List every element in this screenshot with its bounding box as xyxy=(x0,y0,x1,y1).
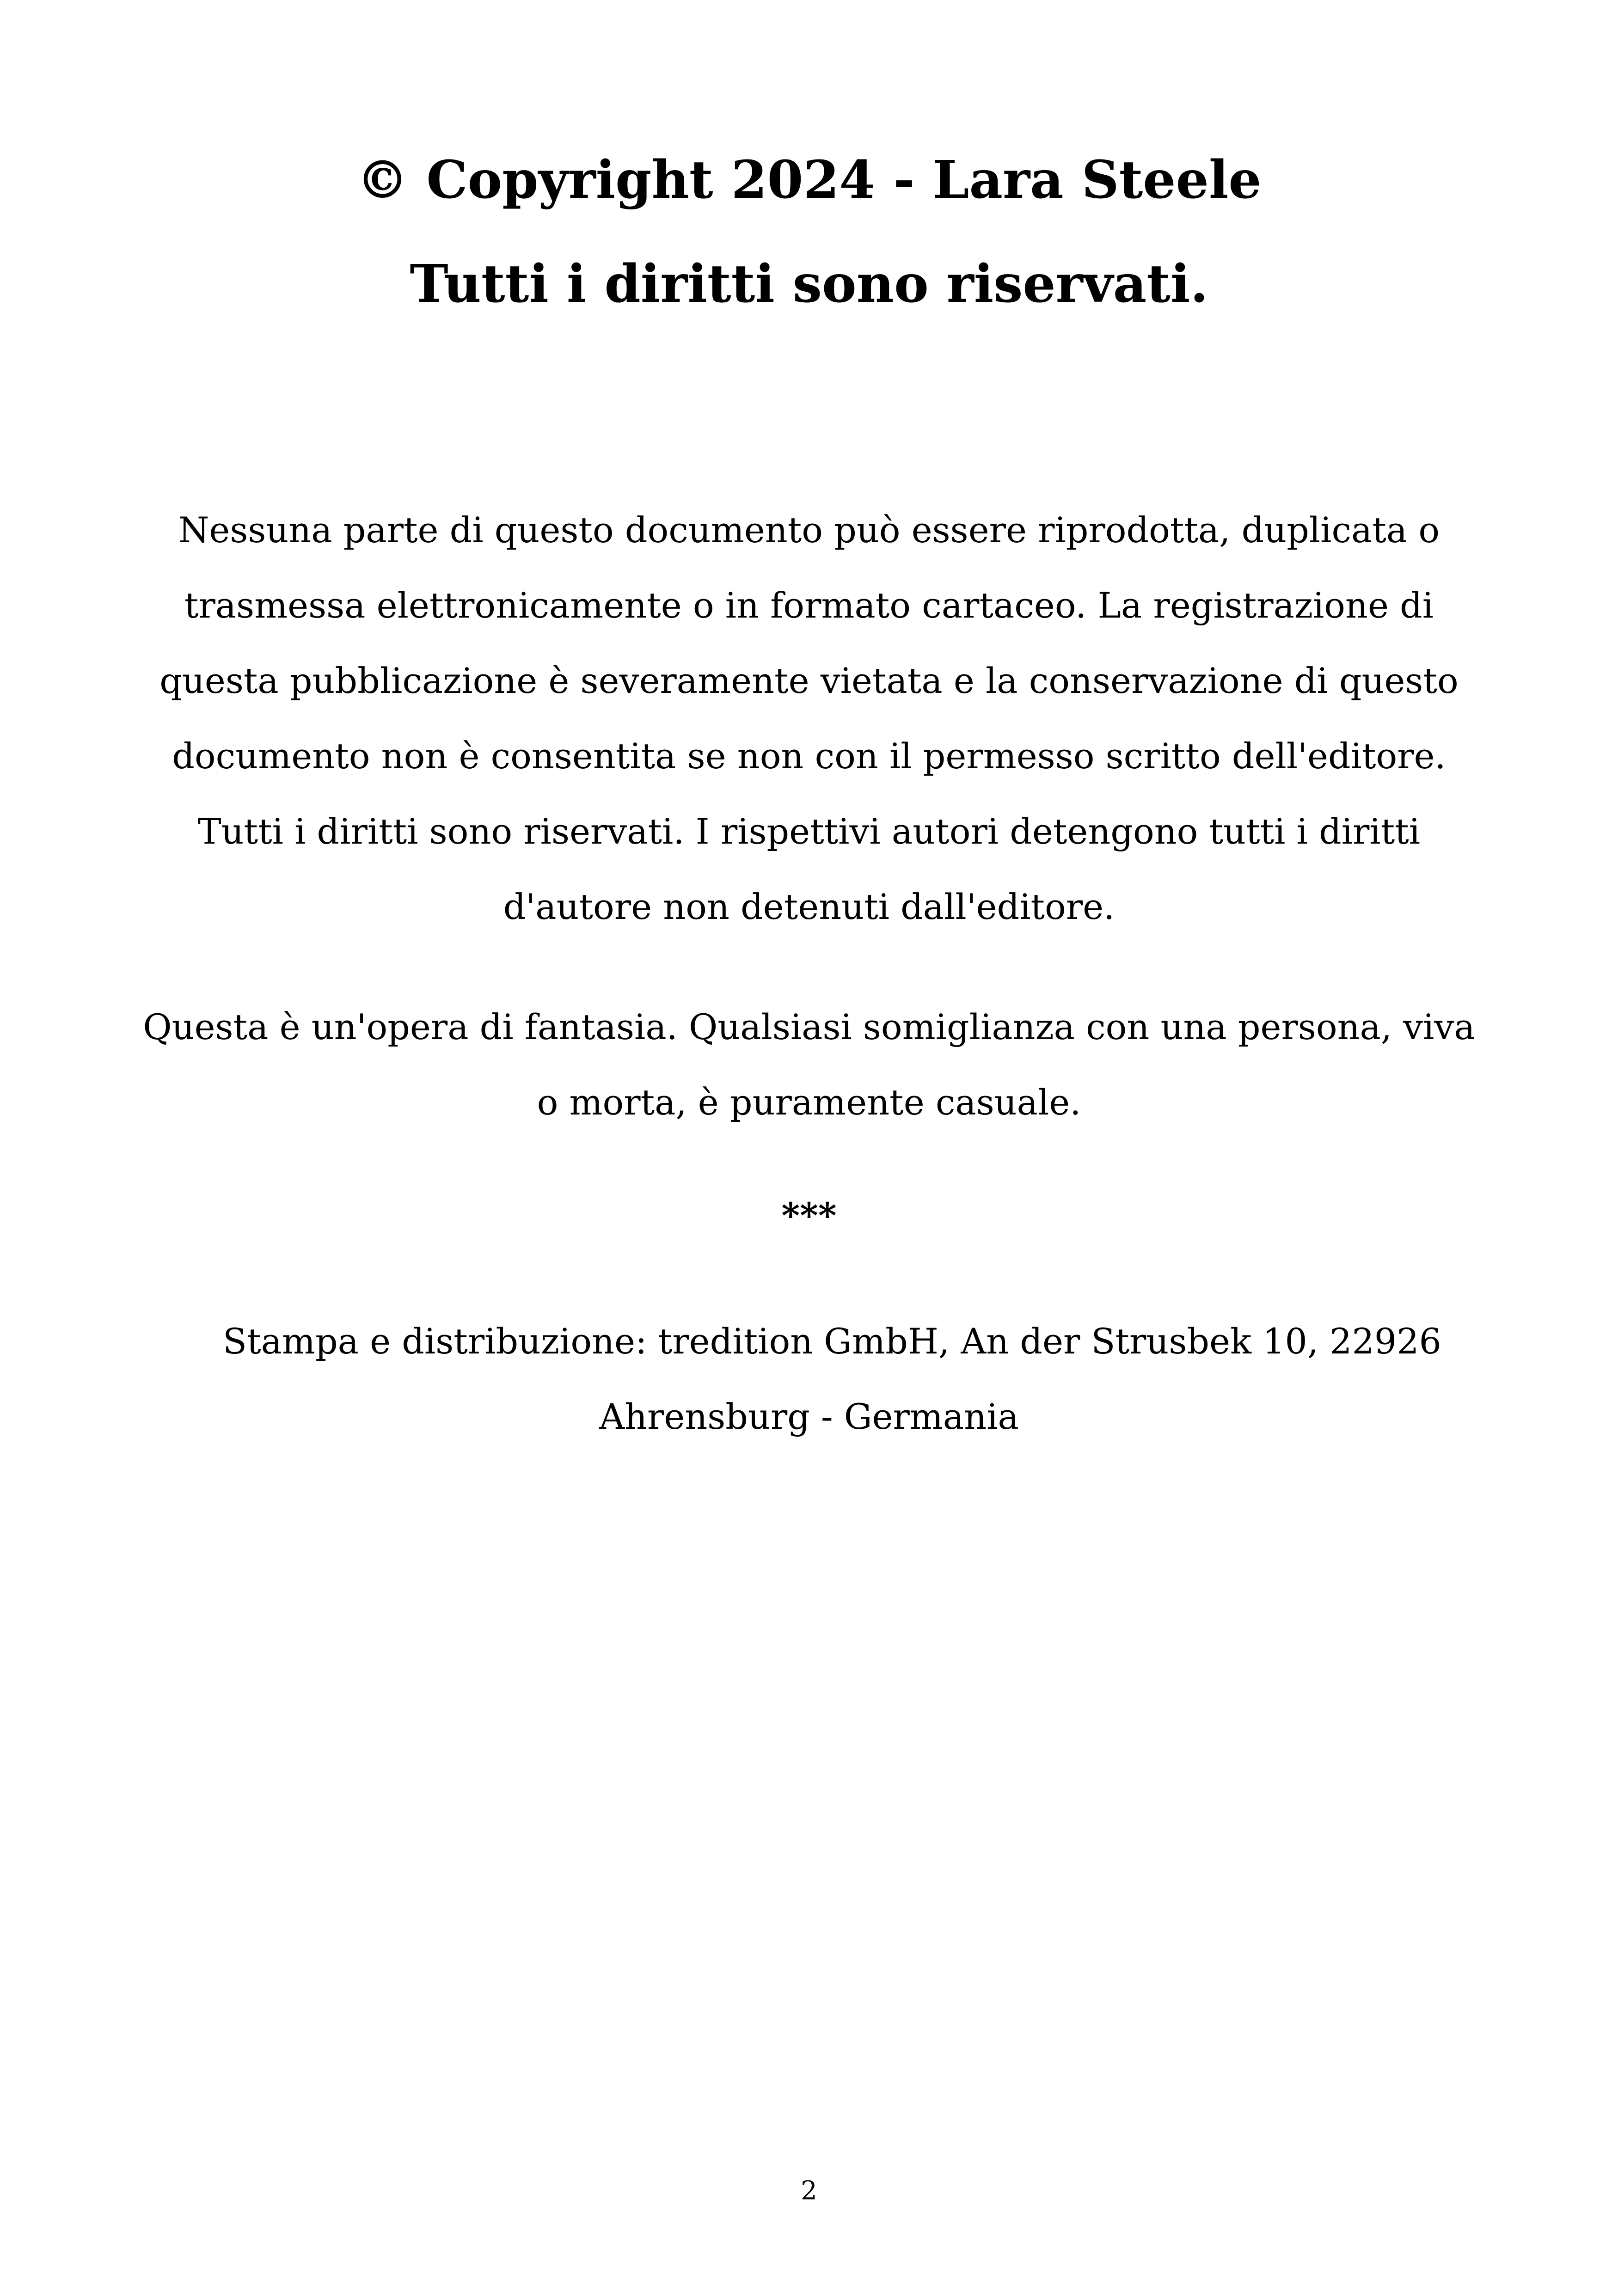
legal-notice-line: Tutti i diritti sono riservati. I rispettivi autori detengono tutti i diritti xyxy=(197,811,1421,852)
fiction-disclaimer-paragraph xyxy=(139,989,1479,1140)
section-separator: *** xyxy=(781,1195,837,1236)
copyright-title: © Copyright 2024 - Lara Steele xyxy=(356,150,1262,210)
legal-notice-line: Nessuna parte di questo documento può essere riprodotta, duplicata o xyxy=(178,509,1440,551)
imprint-line-1 xyxy=(0,1304,1618,1379)
legal-notice-line: trasmessa elettronicamente o in formato cartaceo. La registrazione di xyxy=(184,585,1434,626)
fiction-disclaimer-line: o morta, è puramente casuale. xyxy=(537,1082,1081,1123)
fiction-disclaimer-line: Questa è un'opera di fantasia. Qualsiasi somiglianza con una persona, viva xyxy=(143,1006,1475,1047)
legal-notice-line: documento non è consentita se non con il permesso scritto dell'editore. xyxy=(172,735,1446,777)
imprint-text: Stampa e distribuzione: tredition GmbH, An der Strusbek 10, 22926 xyxy=(223,1321,1441,1362)
legal-notice-line: d'autore non detenuti dall'editore. xyxy=(503,886,1115,927)
rights-reserved-title: Tutti i diritti sono riservati. xyxy=(410,254,1208,314)
legal-notice-paragraph xyxy=(139,492,1479,944)
imprint-line-2: Ahrensburg - Germania xyxy=(599,1396,1019,1437)
page-number: 2 xyxy=(801,2176,817,2206)
legal-notice-line: questa pubblicazione è severamente vietata e la conservazione di questo xyxy=(159,660,1459,701)
